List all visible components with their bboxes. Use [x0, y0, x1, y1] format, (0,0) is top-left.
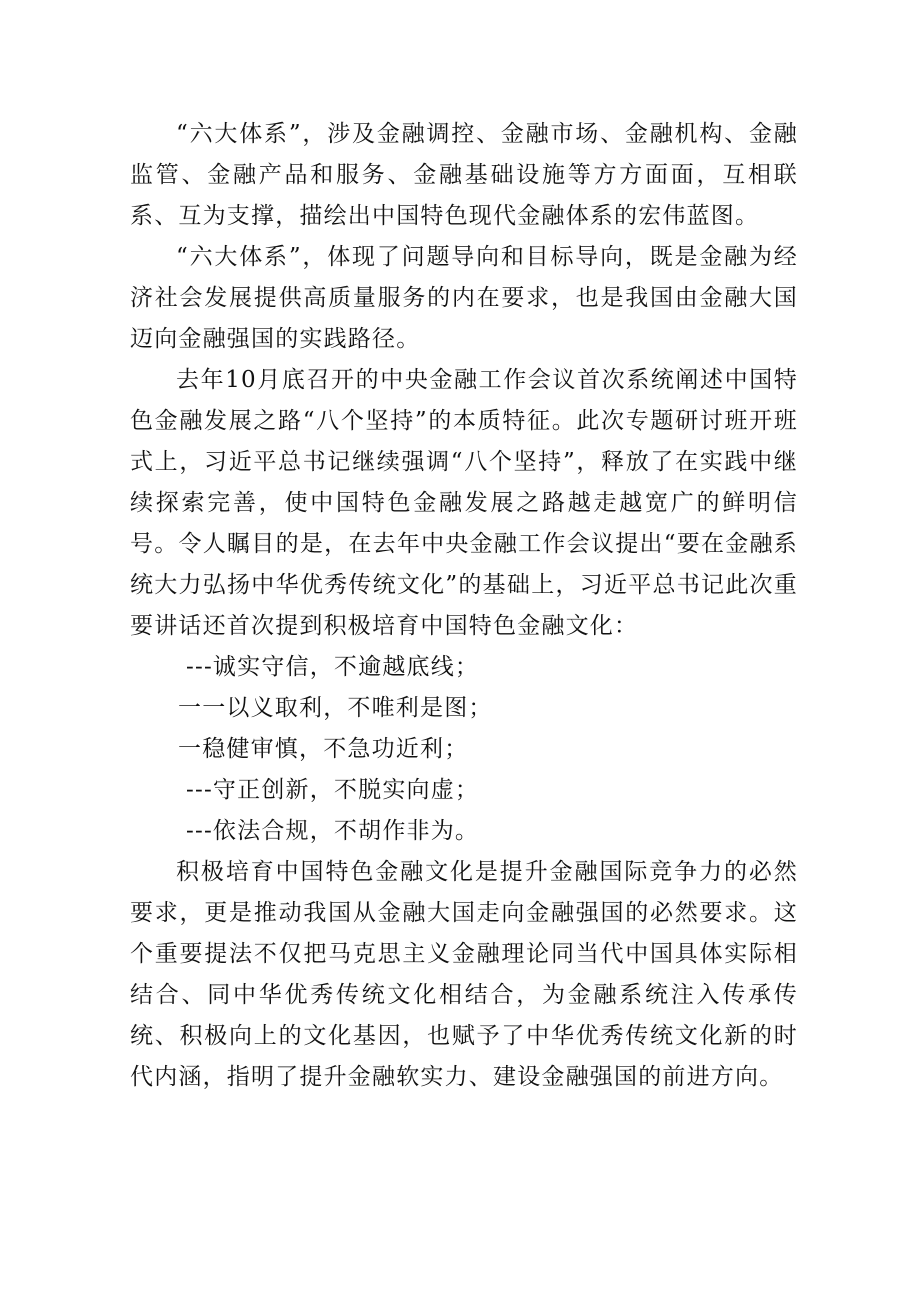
paragraph-eight-adherences: 去年10月底召开的中央金融工作会议首次系统阐述中国特色金融发展之路“八个坚持”的本质特征。此次专题研讨班开班式上，习近平总书记继续强调“八个坚持”，释放了在实践中继续探索完善，使中国特色金融发展之路越走越宽广的鲜明信号。令人瞩目的是，在去年中央金融工作会议提出“要在金融系统大力弘扬中华优秀传统文化”的基础上，习近平总书记此次重要讲话还首次提到积极培育中国特色金融文化： — [130, 367, 798, 639]
paragraph-six-systems-orientation: “六大体系”，体现了问题导向和目标导向，既是金融为经济社会发展提供高质量服务的内在要求，也是我国由金融大国迈向金融强国的实践路径。 — [130, 244, 798, 352]
list-item-righteousness: 一一以义取利，不唯利是图； — [178, 695, 493, 721]
document-body — [130, 114, 798, 1098]
list-item-prudence: 一稳健审慎，不急功近利； — [178, 736, 469, 762]
list-item-compliance: ---依法合规，不胡作非为。 — [186, 818, 480, 844]
list-item-innovation: ---守正创新，不脱实向虚； — [186, 777, 480, 803]
paragraph-six-systems-scope: “六大体系”，涉及金融调控、金融市场、金融机构、金融监管、金融产品和服务、金融基础设施等方方面面，互相联系、互为支撑，描绘出中国特色现代金融体系的宏伟蓝图。 — [130, 121, 798, 229]
list-item-honesty: ---诚实守信，不逾越底线； — [186, 654, 480, 680]
paragraph-financial-culture: 积极培育中国特色金融文化是提升金融国际竞争力的必然要求，更是推动我国从金融大国走向金融强国的必然要求。这个重要提法不仅把马克思主义金融理论同当代中国具体实际相结合、同中华优秀传统文化相结合，为金融系统注入传承传统、积极向上的文化基因，也赋予了中华优秀传统文化新的时代内涵，指明了提升金融软实力、建设金融强国的前进方向。 — [130, 859, 798, 1090]
